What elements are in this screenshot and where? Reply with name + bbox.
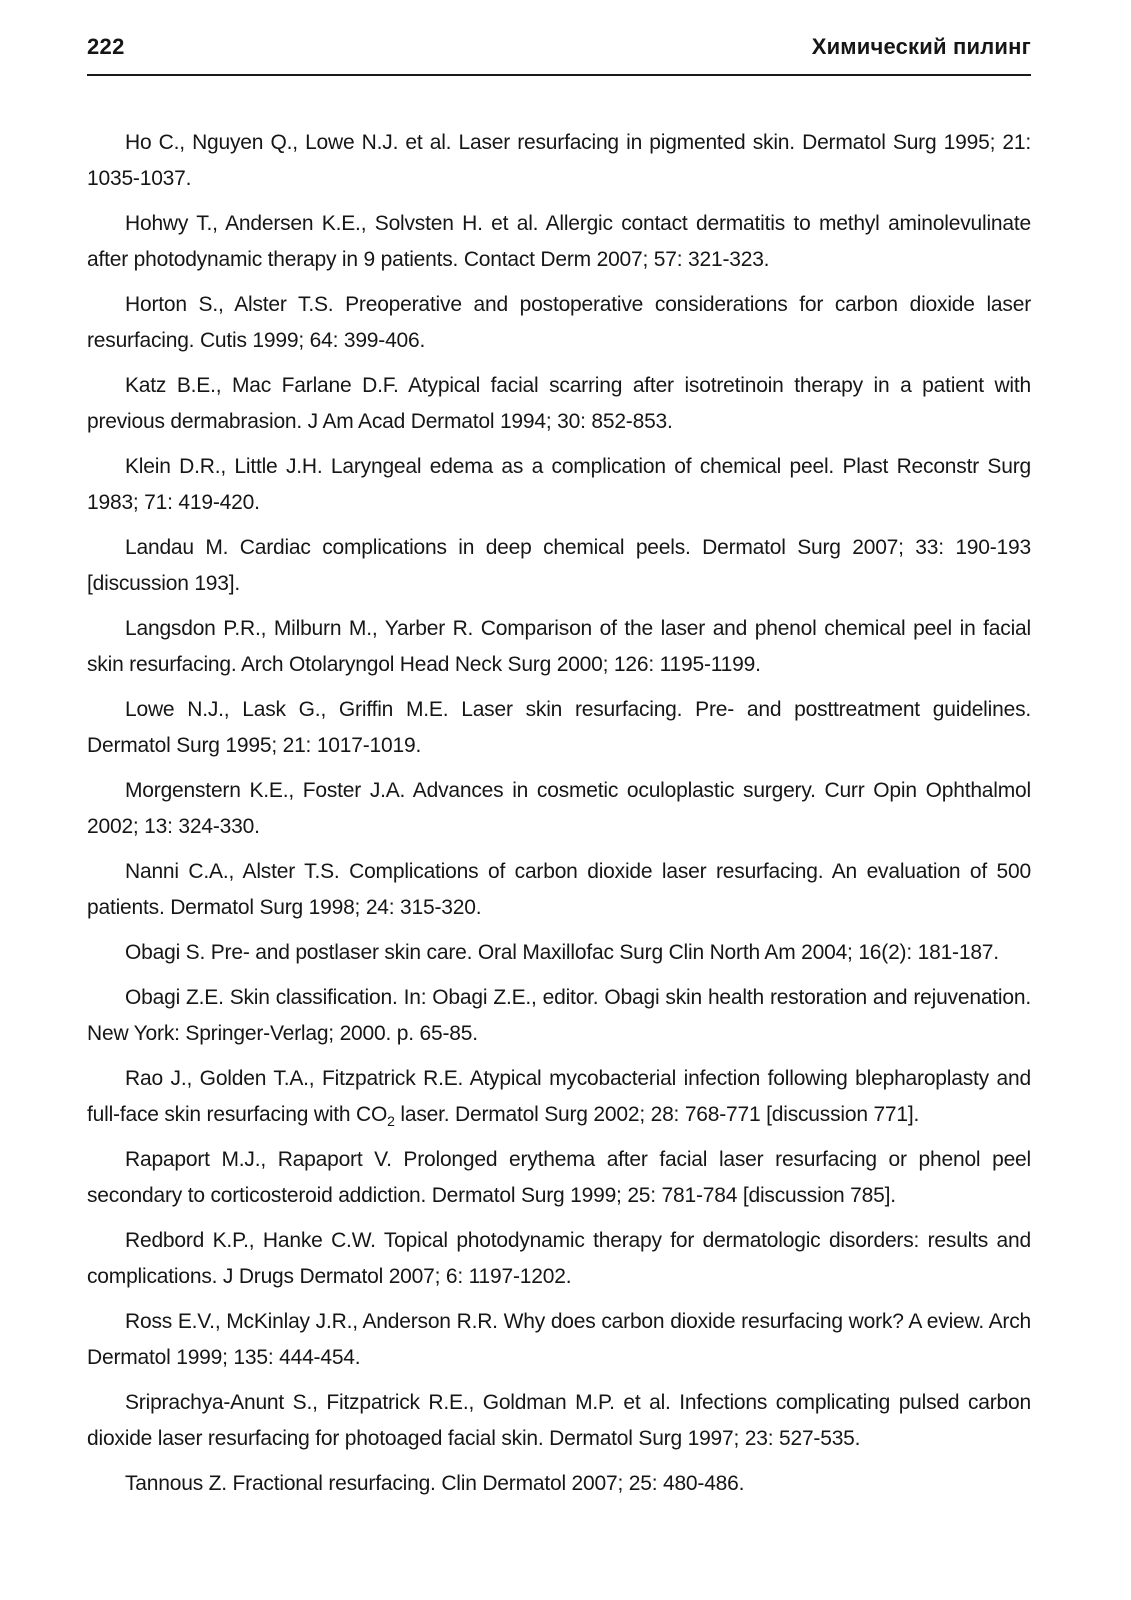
reference-list <box>87 125 1031 1511</box>
reference-item: Hohwy T., Andersen K.E., Solvsten H. et al. Allergic contact dermatitis to methyl aminolevulinate after photodynamic therapy in 9 patients. Contact Derm 2007; 57: 321-323. <box>87 212 1031 271</box>
subscript-2: 2 <box>387 1113 395 1130</box>
reference-item: Rapaport M.J., Rapaport V. Prolonged erythema after facial laser resurfacing or phenol peel secondary to corticosteroid addiction. Dermatol Surg 1999; 25: 781-784 [discussion 785]. <box>87 1148 1031 1207</box>
reference-item: Langsdon P.R., Milburn M., Yarber R. Comparison of the laser and phenol chemical peel in facial skin resurfacing. Arch Otolaryngol Head Neck Surg 2000; 126: 1195-1199. <box>87 617 1031 676</box>
reference-item: Redbord K.P., Hanke C.W. Topical photodynamic therapy for dermatologic disorders: results and complications. J Drugs Dermatol 2007; 6: 1197-1202. <box>87 1229 1031 1288</box>
reference-text-before: Rao J., Golden T.A., Fitzpatrick R.E. Atypical mycobacterial infection following blepharoplasty and full-face skin resurfacing with CO <box>87 1067 1031 1126</box>
reference-item: Nanni C.A., Alster T.S. Complications of carbon dioxide laser resurfacing. An evaluation of 500 patients. Dermatol Surg 1998; 24: 315-320. <box>87 860 1031 919</box>
reference-item: Landau M. Cardiac complications in deep chemical peels. Dermatol Surg 2007; 33: 190-193 [discussion 193]. <box>87 536 1031 595</box>
reference-item: Ho C., Nguyen Q., Lowe N.J. et al. Laser resurfacing in pigmented skin. Dermatol Surg 1995; 21: 1035-1037. <box>87 131 1031 190</box>
reference-item: Obagi Z.E. Skin classification. In: Obagi Z.E., editor. Obagi skin health restoration and rejuvenation. New York: Springer-Verlag; 2000. p. 65-85. <box>87 986 1031 1045</box>
page-number: 222 <box>87 34 125 59</box>
page-header <box>87 34 1031 76</box>
reference-item: Obagi S. Pre- and postlaser skin care. Oral Maxillofac Surg Clin North Am 2004; 16(2): 181-187. <box>125 941 999 964</box>
reference-item <box>87 1061 1031 1133</box>
reference-item: Tannous Z. Fractional resurfacing. Clin Dermatol 2007; 25: 480-486. <box>125 1472 745 1495</box>
reference-item: Lowe N.J., Lask G., Griffin M.E. Laser skin resurfacing. Pre- and posttreatment guidelines. Dermatol Surg 1995; 21: 1017-1019. <box>87 698 1031 757</box>
reference-item: Horton S., Alster T.S. Preoperative and postoperative considerations for carbon dioxide laser resurfacing. Cutis 1999; 64: 399-406. <box>87 293 1031 352</box>
reference-item: Morgenstern K.E., Foster J.A. Advances in cosmetic oculoplastic surgery. Curr Opin Ophthalmol 2002; 13: 324-330. <box>87 779 1031 838</box>
reference-item: Sriprachya-Anunt S., Fitzpatrick R.E., Goldman M.P. et al. Infections complicating pulsed carbon dioxide laser resurfacing for photoaged facial skin. Dermatol Surg 1997; 23: 527-535. <box>87 1391 1031 1450</box>
running-title: Химический пилинг <box>811 34 1031 59</box>
reference-item: Klein D.R., Little J.H. Laryngeal edema as a complication of chemical peel. Plast Reconstr Surg 1983; 71: 419-420. <box>87 455 1031 514</box>
reference-text-after: laser. Dermatol Surg 2002; 28: 768-771 [discussion 771]. <box>394 1103 920 1126</box>
reference-item: Katz B.E., Mac Farlane D.F. Atypical facial scarring after isotretinoin therapy in a patient with previous dermabrasion. J Am Acad Dermatol 1994; 30: 852-853. <box>87 374 1031 433</box>
reference-item: Ross E.V., McKinlay J.R., Anderson R.R. Why does carbon dioxide resurfacing work? A eview. Arch Dermatol 1999; 135: 444-454. <box>87 1310 1031 1369</box>
